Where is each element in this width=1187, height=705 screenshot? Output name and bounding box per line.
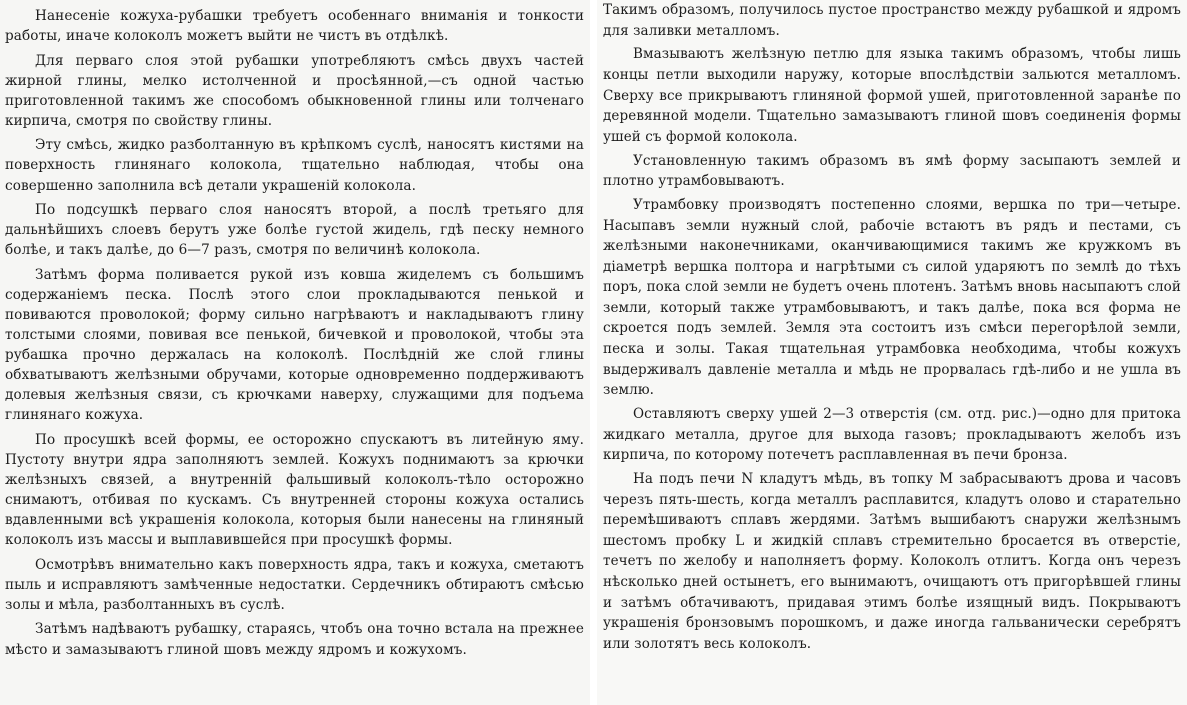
left-paragraph-7: Осмотрѣвъ внимательно какъ поверхность ядра, такъ и кожуха, сметаютъ пыль и исправляютъ замѣченные недостатки. Сердечникъ обтираютъ смѣсью золы и мѣла, разболтанныхъ въ суслѣ. bbox=[5, 556, 584, 613]
left-paragraph-2: Для перваго слоя этой рубашки употребляютъ смѣсь двухъ частей жирной глины, мелко истолченной и просѣянной,—съ одной частью приготовленной такимъ же способомъ обыкновенной глины или толченаго кирпича, смотря по свойству глины. bbox=[5, 52, 584, 129]
left-paragraph-8: Затѣмъ надѣваютъ рубашку, стараясь, чтобъ она точно встала на прежнее мѣсто и замазываютъ глиной шовъ между ядромъ и кожухомъ. bbox=[5, 621, 584, 658]
right-paragraph-1: Такимъ образомъ, получилось пустое пространство между рубашкой и ядромъ для заливки металломъ. bbox=[603, 2, 1181, 39]
left-paragraph-3: Эту смѣсь, жидко разболтанную въ крѣпкомъ суслѣ, наносятъ кистями на поверхность глинянаго колокола, тщательно наблюдая, чтобы она совершенно заполнила всѣ детали украшенiй колокола. bbox=[5, 137, 584, 194]
left-paragraph-6: По просушкѣ всей формы, ее осторожно спускаютъ въ литейную яму. Пустоту внутри ядра заполняютъ землей. Кожухъ поднимаютъ за крючки желѣзныхъ связей, а внутреннiй фальшивый колоколъ-тѣло осторожно снимаютъ, отбивая по кускамъ. Съ внутренней стороны кожуха остались вдавленными всѣ украшенiя колокола, которыя были нанесены на глиняный колоколъ изъ массы и выплавившейся при просушкѣ формы. bbox=[5, 431, 584, 549]
right-paragraph-3: Установленную такимъ образомъ въ ямѣ форму засыпаютъ землей и плотно утрамбовываютъ. bbox=[603, 152, 1181, 190]
left-paragraph-1: Нанесенie кожуха-рубашки требуетъ особеннаго вниманiя и тонкости работы, иначе колоколъ можетъ выйти не чистъ въ отдѣлкѣ. bbox=[5, 8, 584, 45]
column-gutter bbox=[590, 0, 597, 705]
left-text-column bbox=[0, 0, 590, 705]
right-paragraph-5: Оставляютъ сверху ушей 2—3 отверстiя (см. отд. рис.)—одно для притока жидкаго металла, другое для выхода газовъ; прокладываютъ желобъ изъ кирпича, по которому потечетъ расплавленная въ печи бронза. bbox=[603, 406, 1181, 464]
left-paragraph-4: По подсушкѣ перваго слоя наносятъ второй, а послѣ третьяго для дальнѣйшихъ слоевъ берутъ уже болѣе густой жидель, гдѣ песку немного болѣе, и такъ далѣе, до 6—7 разъ, смотря по величинѣ колокола. bbox=[5, 202, 584, 259]
right-paragraph-4: Утрамбовку производятъ постепенно слоями, вершка по три—четыре. Насыпавъ земли нужный слой, рабочiе встаютъ въ рядъ и пестами, съ желѣзными наконечниками, оканчивающимися такимъ же кружкомъ въ дiаметрѣ вершка полтора и нагрѣтыми съ силой ударяютъ по землѣ до тѣхъ поръ, пока слой земли не будетъ очень плотенъ. Затѣмъ вновь насыпаютъ слой земли, который также утрамбовываютъ, и такъ далѣе, пока вся форма не скроется подъ землей. Земля эта состоитъ изъ смѣси перегорѣлой земли, песка и золы. Такая тщательная утрамбовка необходима, чтобы кожухъ выдерживалъ давленiе металла и мѣдь не прорвалась гдѣ-либо и не ушла въ землю. bbox=[603, 196, 1181, 399]
right-paragraph-2: Вмазываютъ желѣзную петлю для языка такимъ образомъ, чтобы лишь концы петли выходили наружу, которые впослѣдствiи зальются металломъ. Сверху все прикрываютъ глиняной формой ушей, приготовленной заранѣе по деревянной модели. Тщательно замазываютъ глиной шовъ соединенiя формы ушей съ формой колокола. bbox=[603, 46, 1181, 145]
left-paragraph-5: Затѣмъ форма поливается рукой изъ ковша жиделемъ съ большимъ содержанiемъ песка. Послѣ этого слои прокладываются пенькой и повиваются проволокой; форму сильно нагрѣваютъ и накладываютъ глину толстыми слоями, повивая все пенькой, бичевкой и проволокой, чтобы эта рубашка прочно держалась на колоколѣ. Послѣднiй же слой глины обхватываютъ желѣзными обручами, которые одновременно поддерживаютъ долевыя желѣзныя связи, съ крючками наверху, служащими для подъема глинянаго кожуха. bbox=[5, 266, 584, 424]
right-text-column bbox=[597, 0, 1187, 705]
right-paragraph-6: На подъ печи N кладутъ мѣдь, въ топку M забрасываютъ дрова и часовъ черезъ пять-шесть, когда металлъ расплавится, кладутъ олово и старательно перемѣшиваютъ сплавъ жердями. Затѣмъ вышибаютъ снаружи желѣзнымъ шестомъ пробку L и жидкiй сплавъ стремительно бросается въ отверстiе, течетъ по желобу и наполняетъ форму. Колоколъ отлитъ. Когда онъ черезъ нѣсколько дней остынетъ, его вынимаютъ, очищаютъ отъ пригорѣвшей глины и затѣмъ обтачиваютъ, придавая этимъ болѣе изящный видъ. Покрываютъ украшенiя бронзовымъ порошкомъ, и даже иногда гальванически серебрятъ или золотятъ весь колоколъ. bbox=[603, 471, 1181, 652]
